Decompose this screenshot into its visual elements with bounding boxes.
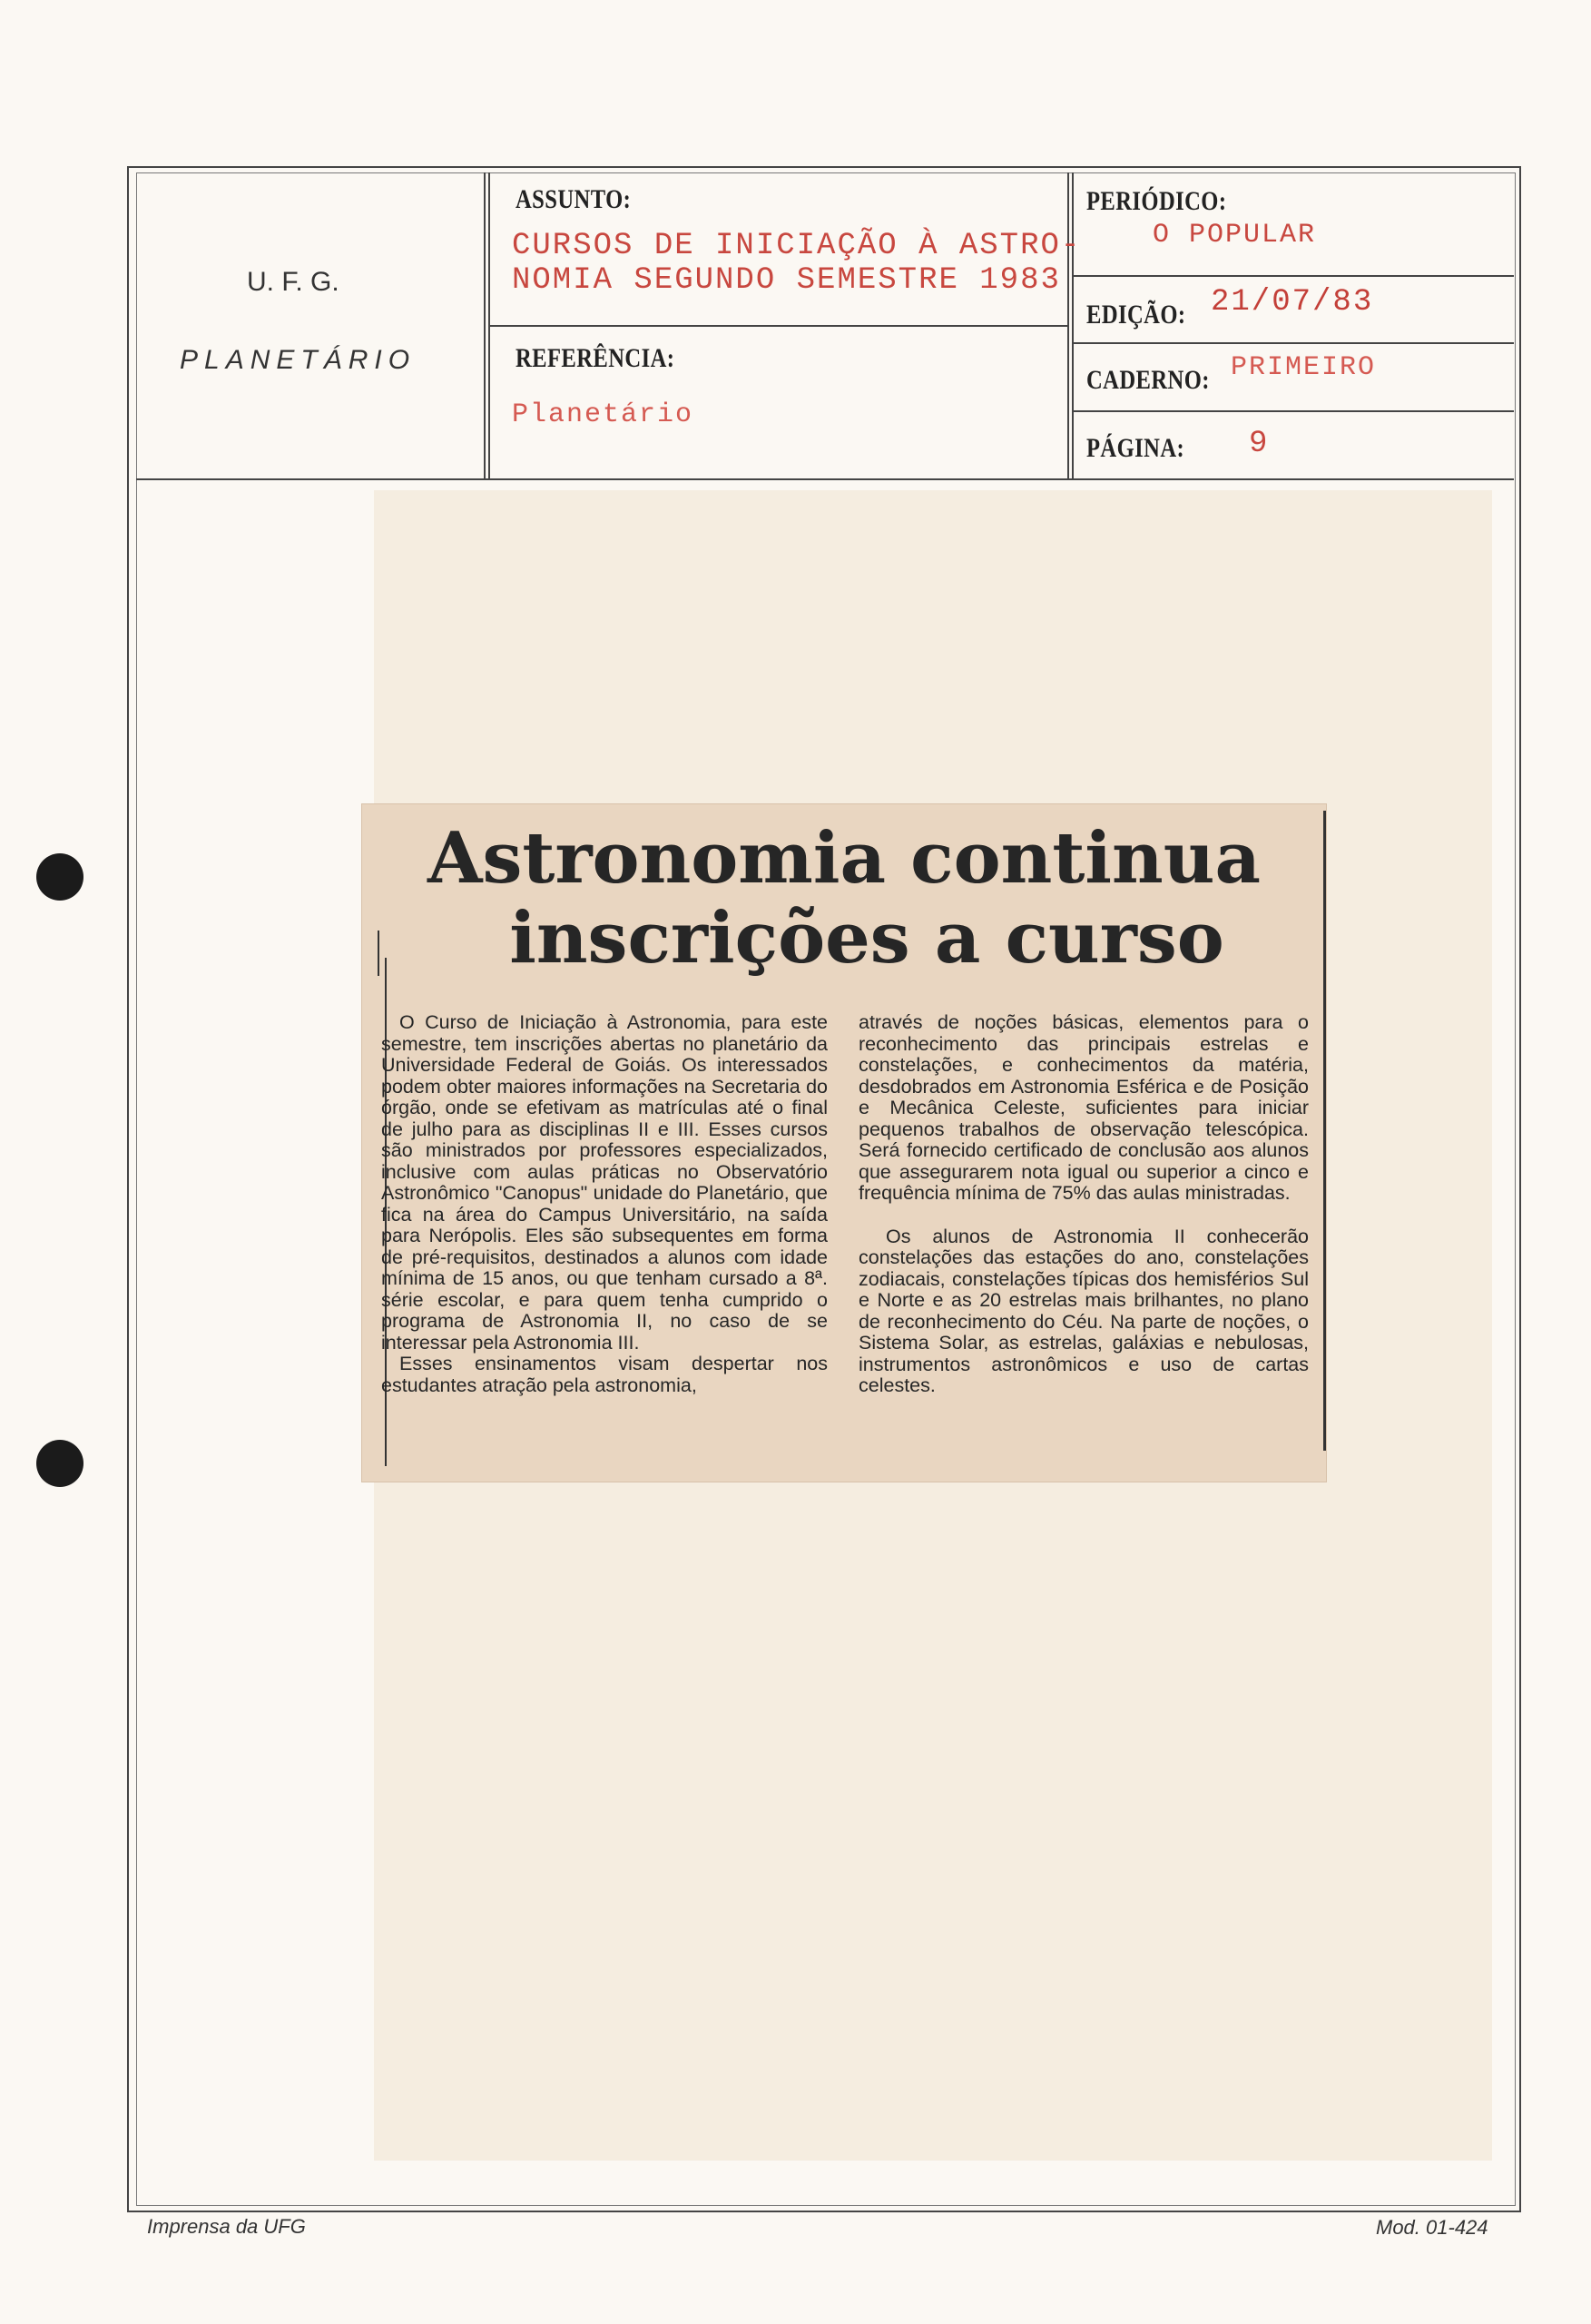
column-2-paragraph-1: através de noções básicas, elementos para o reconhecimento das principais estrelas e constelações, e conhecimentos da matéria, desdobrados em Astronomia Esférica e de Posição e Mecânica Celeste, suficientes para iniciar pequenos trabalhos de observação telescópica. Será fornecido certificado de conclusão aos alunos que assegurarem nota igual ou superior a cinco e frequência mínima de 75% das aulas ministradas. xyxy=(859,1011,1309,1204)
header-divider-left xyxy=(484,172,486,479)
pagina-label: PÁGINA: xyxy=(1086,433,1185,463)
article-column-1 xyxy=(381,1012,828,1396)
edicao-label: EDIÇÃO: xyxy=(1086,300,1186,330)
periodico-rule xyxy=(1072,275,1514,277)
footer-printer: Imprensa da UFG xyxy=(147,2215,306,2238)
edicao-value: 21/07/83 xyxy=(1211,285,1374,320)
headline-line2: inscrições a curso xyxy=(509,897,1224,980)
header-bottom-rule xyxy=(136,478,1514,480)
institution-label: U. F. G. xyxy=(247,267,339,297)
headline-line1: Astronomia continua xyxy=(427,817,1262,900)
department-label: PLANETÁRIO xyxy=(180,345,417,375)
footer-model: Mod. 01-424 xyxy=(1376,2216,1488,2239)
punch-hole-bottom xyxy=(36,1440,83,1487)
assunto-label: ASSUNTO: xyxy=(516,184,632,214)
referencia-label: REFERÊNCIA: xyxy=(516,343,675,373)
caderno-value: PRIMEIRO xyxy=(1231,352,1377,383)
periodico-label: PERIÓDICO: xyxy=(1086,186,1227,216)
header-divider-right-2 xyxy=(1072,172,1074,479)
assunto-rule xyxy=(488,325,1069,327)
column-1-paragraph-1: O Curso de Iniciação à Astronomia, para este semestre, tem inscrições abertas no planetário da Universidade Federal de Goiás. Os interessados podem obter maiores informações na Secretaria do órgão, onde se efetivam as matrículas até o final de julho para as disciplinas II e III. Esses cursos são ministrados por professores especializados, inclusive com aulas práticas no Observatório Astronômico "Canopus" unidade do Planetário, que fica na área do Campus Universitário, na saída para Nerópolis. Eles são subsequentes em forma de pré-requisitos, destinados a alunos com idade mínima de 15 anos, ou que tenham cursado a 8ª. série escolar, e para quem tenha cumprido o programa de Astronomia II, no caso de se interessar pela Astronomia III. xyxy=(381,1011,828,1354)
caderno-rule xyxy=(1072,410,1514,412)
caderno-label: CADERNO: xyxy=(1086,365,1210,395)
punch-hole-top xyxy=(36,853,83,901)
pagina-value: 9 xyxy=(1249,427,1270,461)
referencia-value: Planetário xyxy=(512,399,694,430)
assunto-value-line2: NOMIA SEGUNDO SEMESTRE 1983 xyxy=(512,263,1061,298)
edicao-rule xyxy=(1072,342,1514,344)
assunto-value-line1: CURSOS DE INICIAÇÃO À ASTRO- xyxy=(512,229,1082,263)
column-2-paragraph-2: Os alunos de Astronomia II conhecerão constelações das estações do ano, constelações zodiacais, constelações típicas dos hemisférios Sul e Norte e as 20 estrelas mais brilhantes, no plano de reconhecimento do Céu. Na parte de noções, o Sistema Solar, as estrelas, galáxias e nebulosas, instrumentos astronômicos e uso de cartas celestes. xyxy=(859,1225,1309,1396)
column-1-paragraph-2: Esses ensinamentos visam despertar nos estudantes atração pela astronomia, xyxy=(381,1353,828,1396)
article-column-2 xyxy=(859,1012,1309,1397)
periodico-value: O POPULAR xyxy=(1153,220,1317,251)
newspaper-clipping xyxy=(361,803,1327,1482)
